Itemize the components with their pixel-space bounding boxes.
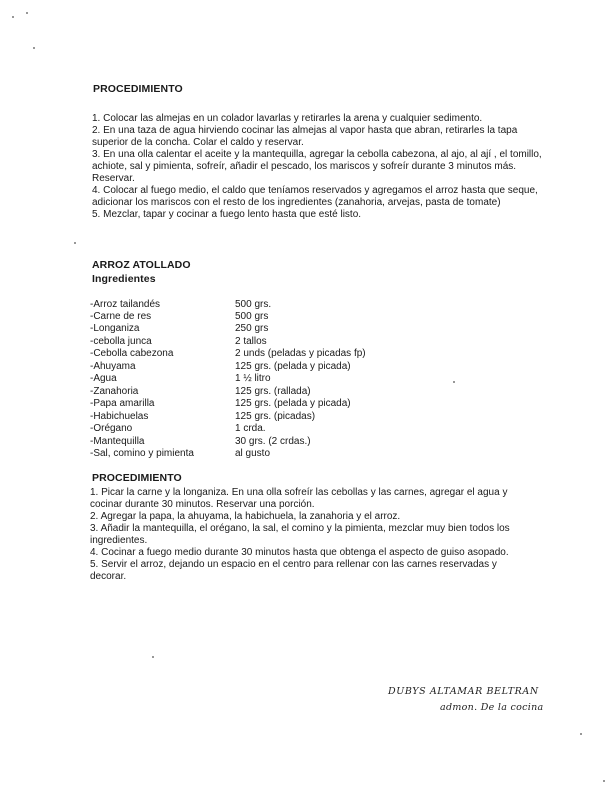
procedure-1-step-2: 2. En una taza de agua hirviendo cocinar las almejas al vapor hasta que abran, retirarles la tapa superior de la concha. Colar el caldo y reservar. — [92, 125, 518, 148]
ingredient-qty: 125 grs. (pelada y picada) — [235, 398, 351, 409]
ingredient-name: -Mantequilla — [90, 436, 145, 447]
procedure-2-step-1: 1. Picar la carne y la longaniza. En una olla sofreír las cebollas y las carnes, agregar el agua y cocinar durante 30 minutos. Reservar una porción. — [90, 487, 508, 510]
ingredient-qty: al gusto — [235, 448, 271, 459]
ingredient-name: -cebolla junca — [90, 336, 152, 347]
ingredient-name: -Habichuelas — [90, 411, 149, 422]
ingredient-name: -Zanahoria — [90, 386, 139, 397]
ingredient-name: -Carne de res — [90, 311, 152, 322]
ingredient-name: -Arroz tailandés — [90, 299, 161, 310]
ingredient-qty: 125 grs. (picadas) — [235, 411, 316, 422]
scan-speck — [152, 656, 154, 658]
procedure-heading-2: PROCEDIMIENTO — [92, 472, 182, 484]
scan-speck — [74, 242, 76, 244]
signature-name: DUBYS ALTAMAR BELTRAN — [388, 686, 539, 697]
ingredient-name: -Cebolla cabezona — [90, 348, 174, 359]
ingredient-name: -Papa amarilla — [90, 398, 155, 409]
procedure-steps-2 — [90, 487, 530, 583]
procedure-1-step-5: 5. Mezclar, tapar y cocinar a fuego lento hasta que esté listo. — [92, 209, 362, 220]
procedure-1-step-1: 1. Colocar las almejas en un colador lavarlas y retirarles la arena y cualquier sedimento. — [92, 113, 483, 124]
scan-speck — [580, 733, 582, 735]
procedure-steps-1 — [92, 113, 554, 221]
ingredient-name: -Longaniza — [90, 323, 140, 334]
scan-speck — [603, 780, 605, 782]
procedure-2-step-4: 4. Cocinar a fuego medio durante 30 minutos hasta que obtenga el aspecto de guiso asopado. — [90, 547, 509, 558]
ingredient-qty: 2 unds (peladas y picadas fp) — [235, 348, 366, 359]
procedure-2-step-2: 2. Agregar la papa, la ahuyama, la habichuela, la zanahoria y el arroz. — [90, 511, 401, 522]
ingredient-qty: 1 crda. — [235, 423, 266, 434]
scan-speck — [453, 381, 455, 383]
ingredients-subtitle: Ingredientes — [92, 273, 156, 285]
procedure-1-step-3: 3. En una olla calentar el aceite y la mantequilla, agregar la cebolla cabezona, al ajo, al ají , el tomillo, achiote, sal y pimienta, sofreír, añadir el pescado, los mariscos y sofreír durante 3 minutos más. Reservar. — [92, 149, 542, 184]
ingredient-name: -Sal, comino y pimienta — [90, 448, 194, 459]
recipe-title: ARROZ ATOLLADO — [92, 259, 191, 271]
procedure-2-step-3: 3. Añadir la mantequilla, el orégano, la sal, el comino y la pimienta, mezclar muy bien todos los ingredientes. — [90, 523, 510, 546]
scan-speck — [26, 12, 28, 14]
signature-role: admon. De la cocina — [440, 702, 544, 713]
ingredient-qty: 125 grs. (pelada y picada) — [235, 361, 351, 372]
procedure-2-step-5: 5. Servir el arroz, dejando un espacio en el centro para rellenar con las carnes reservadas y decorar. — [90, 559, 497, 582]
ingredient-name: -Orégano — [90, 423, 133, 434]
ingredient-qty: 250 grs — [235, 323, 269, 334]
ingredient-qty: 2 tallos — [235, 336, 267, 347]
ingredient-qty: 125 grs. (rallada) — [235, 386, 311, 397]
ingredient-name: -Ahuyama — [90, 361, 136, 372]
procedure-1-step-4: 4. Colocar al fuego medio, el caldo que teníamos reservados y agregamos el arroz hasta que seque, adicionar los mariscos con el resto de los ingredientes (zanahoria, arvejas, pasta de tomate) — [92, 185, 538, 208]
ingredient-qty: 1 ½ litro — [235, 373, 271, 384]
scan-speck — [12, 16, 14, 18]
ingredient-qty: 500 grs. — [235, 299, 272, 310]
ingredient-qty: 30 grs. (2 crdas.) — [235, 436, 311, 447]
scan-speck — [33, 47, 35, 49]
procedure-heading-1: PROCEDIMIENTO — [93, 83, 183, 95]
ingredient-name: -Agua — [90, 373, 117, 384]
ingredient-qty: 500 grs — [235, 311, 269, 322]
